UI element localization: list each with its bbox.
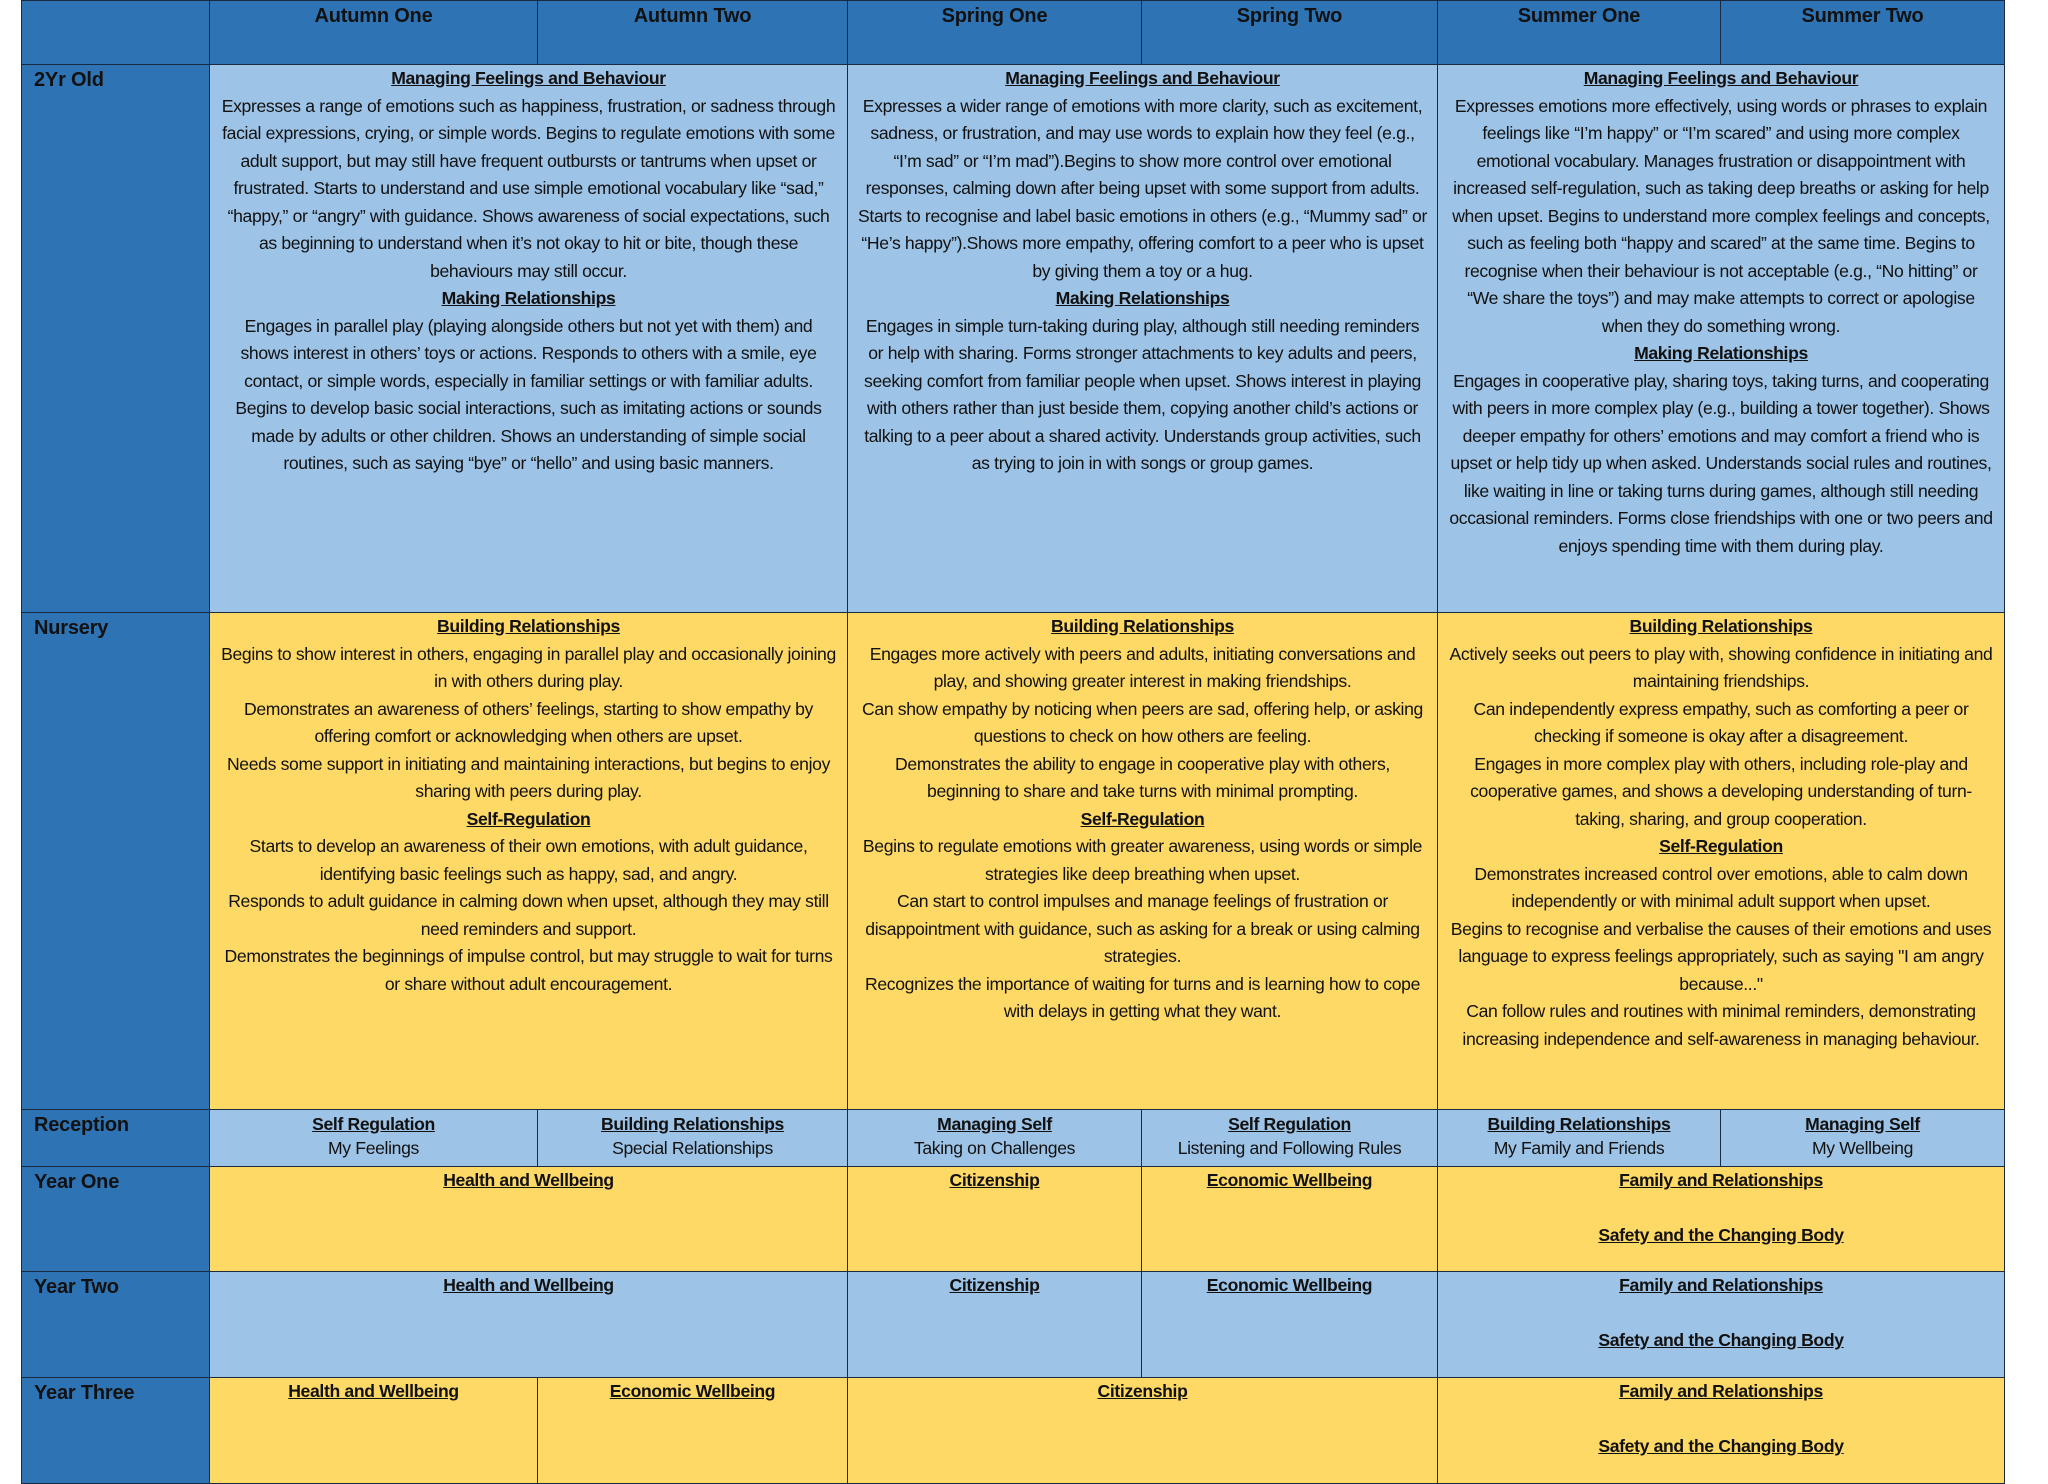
topic-heading: Self Regulation — [1228, 1114, 1351, 1134]
section-text: Begins to show interest in others, engaging in parallel play and occasionally joining in with others during play. — [221, 643, 836, 691]
section-text: Responds to adult guidance in calming down when upset, although they may still need reminders and support. — [228, 891, 829, 939]
spacer — [1448, 1300, 1994, 1328]
section-text: Recognizes the importance of waiting for turns and is learning how to cope with delays in getting what they want. — [864, 973, 1421, 1021]
spacer — [1448, 1406, 1994, 1434]
topic-subtitle: Listening and Following Rules — [1177, 1138, 1402, 1158]
cell-y3-autumn-one — [210, 1378, 538, 1484]
section-text: Can follow rules and routines with minimal reminders, demonstrating increasing independence and self-awareness in managing behaviour. — [1462, 1001, 1980, 1049]
topic-heading: Self Regulation — [312, 1114, 435, 1134]
topic-heading: Safety and the Changing Body — [1598, 1330, 1844, 1350]
row-label-reception: Reception — [22, 1110, 210, 1167]
section-text: Can show empathy by noticing when peers are sad, offering help, or asking questions to check on how others are feeling. — [862, 698, 1423, 746]
cell-y1-spring-one — [848, 1167, 1142, 1272]
section-heading: Building Relationships — [1629, 616, 1813, 636]
section-text: Begins to recognise and verbalise the causes of their emotions and uses language to express feelings appropriately, such as saying "I am angry because..." — [1450, 918, 1992, 994]
cell-y2-autumn — [210, 1272, 848, 1378]
header-summer-one — [1438, 1, 1721, 65]
topic-heading: Family and Relationships — [1619, 1275, 1823, 1295]
row-label-nursery: Nursery — [22, 613, 210, 1110]
section-heading: Self-Regulation — [466, 808, 591, 829]
section-heading: Making Relationships — [1055, 288, 1230, 308]
cell-y3-autumn-two — [538, 1378, 848, 1484]
topic-heading: Health and Wellbeing — [288, 1381, 459, 1401]
section-heading: Managing Feelings and Behaviour — [1005, 68, 1280, 88]
section-heading: Building Relationships — [437, 616, 620, 636]
topic-subtitle: Special Relationships — [612, 1138, 773, 1158]
cell-2yr-autumn — [210, 65, 848, 613]
topic-heading: Health and Wellbeing — [443, 1170, 614, 1190]
section-text: Can start to control impulses and manage feelings of frustration or disappointment with guidance, such as asking for a break or using calming strategies. — [865, 891, 1420, 966]
row-nursery — [22, 613, 2005, 1110]
topic-heading: Safety and the Changing Body — [1598, 1225, 1844, 1245]
row-label-year-two: Year Two — [22, 1272, 210, 1378]
section-text: Needs some support in initiating and maintaining interactions, but begins to enjoy sharing with peers during play. — [226, 753, 831, 801]
row-year-one — [22, 1167, 2005, 1272]
topic-subtitle: Taking on Challenges — [913, 1138, 1076, 1158]
topic-heading: Citizenship — [1097, 1381, 1188, 1401]
section-text: Starts to develop an awareness of their own emotions, with adult guidance, identifying basic feelings such as happy, sad, and angry. — [249, 836, 808, 884]
section-heading: Managing Feelings and Behaviour — [391, 68, 666, 88]
section-text: Demonstrates increased control over emotions, able to calm down independently or with minimal adult support when upset. — [1474, 863, 1968, 911]
section-text: Engages more actively with peers and adults, initiating conversations and play, and showing greater interest in making friendships. — [869, 643, 1416, 691]
section-heading: Managing Feelings and Behaviour — [1583, 68, 1859, 88]
header-autumn-one — [210, 1, 538, 65]
topic-heading: Family and Relationships — [1619, 1381, 1823, 1401]
cell-2yr-summer — [1438, 65, 2005, 613]
topic-heading: Family and Relationships — [1619, 1170, 1823, 1190]
curriculum-table — [21, 0, 2005, 1484]
cell-y1-summer — [1438, 1167, 2005, 1272]
cell-y3-spring — [848, 1378, 1438, 1484]
section-heading: Self-Regulation — [1659, 836, 1783, 856]
cell-reception-summer-one — [1438, 1110, 1721, 1167]
section-text: Engages in parallel play (playing alongside others but not yet with them) and shows interest in others’ toys or actions. Responds to others with a smile, eye contact, or simple words, especially in familiar settings or with familiar adults. Begins to develop basic social interactions, such as imitating actions or sounds made by adults or other children. Shows an understanding of simple social routines, such as saying “bye” or “hello” and using basic manners. — [235, 315, 822, 473]
header-summer-two — [1721, 1, 2005, 65]
section-text: Expresses a range of emotions such as happiness, frustration, or sadness through facial expressions, crying, or simple words. Begins to regulate emotions with some adult support, but may still have frequent outbursts or tantrums when upset or frustrated. Starts to understand and use simple emotional vocabulary like “sad,” “happy,” or “angry” with guidance. Shows awareness of social expectations, such as beginning to understand when it’s not okay to hit or bite, though these behaviours may still occur. — [221, 95, 836, 281]
header-label: Autumn One — [314, 5, 433, 27]
cell-y2-spring-one — [848, 1272, 1142, 1378]
row-2yr-old — [22, 65, 2005, 613]
section-heading: Making Relationships — [1634, 343, 1808, 363]
cell-reception-autumn-one — [210, 1110, 538, 1167]
section-text: Demonstrates the ability to engage in cooperative play with others, beginning to share and take turns with minimal prompting. — [895, 753, 1390, 801]
row-label-2yr-old: 2Yr Old — [22, 65, 210, 613]
row-year-two — [22, 1272, 2005, 1378]
topic-subtitle: My Wellbeing — [1811, 1138, 1914, 1158]
topic-heading: Citizenship — [949, 1275, 1040, 1295]
header-label: Autumn Two — [633, 5, 752, 27]
cell-2yr-spring — [848, 65, 1438, 613]
topic-heading: Health and Wellbeing — [443, 1275, 614, 1295]
section-text: Expresses emotions more effectively, using words or phrases to explain feelings like “I’m happy” or “I’m scared” and using more complex emotional vocabulary. Manages frustration or disappointment with increased self-regulation, such as taking deep breaths or asking for help when upset. Begins to understand more complex feelings and concepts, such as feeling both “happy and scared” at the same time. Begins to recognise when their behaviour is not acceptable (e.g., “No hitting” or “We share the toys”) and may make attempts to correct or apologise when they do something wrong. — [1452, 95, 1990, 336]
header-autumn-two — [538, 1, 848, 65]
section-heading: Building Relationships — [1051, 616, 1234, 636]
section-text: Demonstrates an awareness of others’ feelings, starting to show empathy by offering comfort or acknowledging when others are upset. — [243, 698, 813, 746]
header-corner — [22, 1, 210, 65]
cell-y2-summer — [1438, 1272, 2005, 1378]
cell-y1-autumn — [210, 1167, 848, 1272]
header-label: Spring One — [941, 5, 1048, 27]
cell-reception-autumn-two — [538, 1110, 848, 1167]
topic-subtitle: My Feelings — [328, 1138, 419, 1158]
row-year-three — [22, 1378, 2005, 1484]
row-label-year-one: Year One — [22, 1167, 210, 1272]
header-label: Summer One — [1517, 5, 1641, 27]
section-heading: Making Relationships — [441, 288, 616, 308]
header-row — [22, 1, 2005, 65]
section-text: Engages in simple turn-taking during play, although still needing reminders or help with sharing. Forms stronger attachments to key adults and peers, seeking comfort from familiar people when upset. Shows interest in playing with others rather than just beside them, copying another child’s actions or talking to a peer about a shared activity. Understands group activities, such as trying to join in with songs or group games. — [864, 315, 1421, 473]
topic-heading: Building Relationships — [1487, 1114, 1671, 1134]
cell-y1-spring-two — [1142, 1167, 1438, 1272]
cell-nursery-spring — [848, 613, 1438, 1110]
cell-reception-spring-two — [1142, 1110, 1438, 1167]
header-label: Spring Two — [1236, 5, 1343, 27]
topic-heading: Economic Wellbeing — [1206, 1170, 1373, 1190]
topic-heading: Building Relationships — [601, 1114, 784, 1134]
section-text: Expresses a wider range of emotions with more clarity, such as excitement, sadness, or frustration, and may use words to explain how they feel (e.g., “I’m sad” or “I’m mad”).Begins to show more control over emotional responses, calming down after being upset with some support from adults. Starts to recognise and label basic emotions in others (e.g., “Mummy sad” or “He’s happy”).Shows more empathy, offering comfort to a peer who is upset by giving them a toy or a hug. — [858, 95, 1427, 281]
topic-subtitle: My Family and Friends — [1493, 1138, 1665, 1158]
section-heading: Self-Regulation — [1080, 808, 1205, 829]
cell-nursery-autumn — [210, 613, 848, 1110]
header-spring-one — [848, 1, 1142, 65]
section-text: Can independently express empathy, such as comforting a peer or checking if someone is okay after a disagreement. — [1473, 698, 1969, 746]
section-text: Actively seeks out peers to play with, showing confidence in initiating and maintaining friendships. — [1449, 643, 1993, 691]
spacer — [1448, 1195, 1994, 1223]
cell-y2-spring-two — [1142, 1272, 1438, 1378]
topic-heading: Managing Self — [1805, 1114, 1920, 1134]
section-text: Engages in more complex play with others, including role-play and cooperative games, and shows a developing understanding of turn-taking, sharing, and group cooperation. — [1470, 753, 1972, 829]
topic-heading: Citizenship — [949, 1170, 1040, 1190]
header-label: Summer Two — [1801, 5, 1924, 27]
cell-nursery-summer — [1438, 613, 2005, 1110]
section-text: Demonstrates the beginnings of impulse control, but may struggle to wait for turns or share without adult encouragement. — [224, 946, 833, 994]
topic-heading: Economic Wellbeing — [1206, 1275, 1373, 1295]
topic-heading: Managing Self — [937, 1114, 1052, 1134]
section-text: Begins to regulate emotions with greater awareness, using words or simple strategies like deep breathing when upset. — [862, 836, 1423, 884]
cell-y3-summer — [1438, 1378, 2005, 1484]
section-text: Engages in cooperative play, sharing toys, taking turns, and cooperating with peers in more complex play (e.g., building a tower together). Shows deeper empathy for others’ emotions and may comfort a friend who is upset or help tidy up when asked. Understands social rules and routines, like waiting in line or taking turns during games, although still needing occasional reminders. Forms close friendships with one or two peers and enjoys spending time with them during play. — [1449, 370, 1993, 556]
header-spring-two — [1142, 1, 1438, 65]
cell-reception-spring-one — [848, 1110, 1142, 1167]
row-reception — [22, 1110, 2005, 1167]
topic-heading: Safety and the Changing Body — [1598, 1436, 1844, 1456]
cell-reception-summer-two — [1721, 1110, 2005, 1167]
topic-heading: Economic Wellbeing — [609, 1381, 776, 1401]
row-label-year-three: Year Three — [22, 1378, 210, 1484]
